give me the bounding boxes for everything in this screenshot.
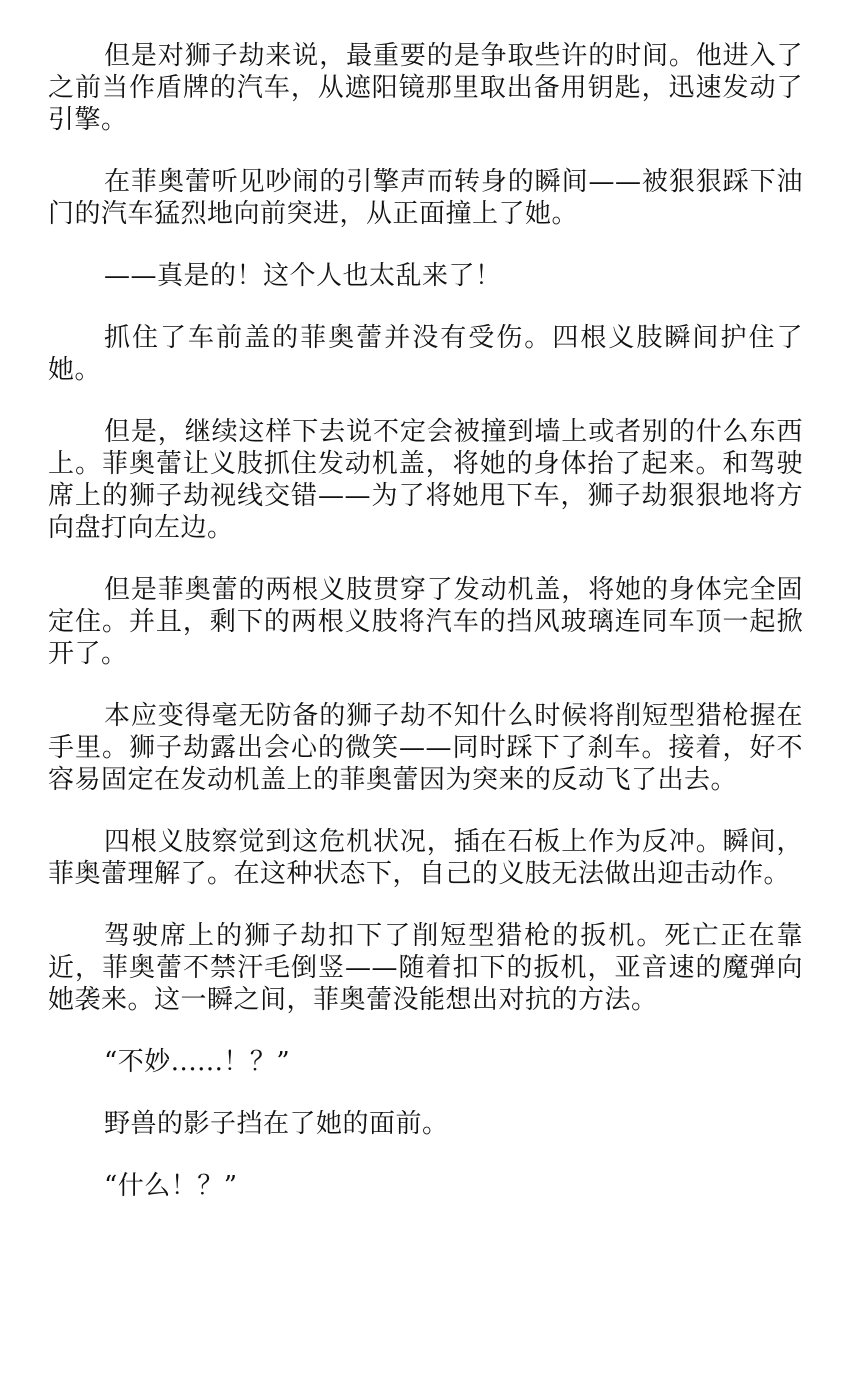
paragraph-6: 但是菲奥蕾的两根义肢贯穿了发动机盖，将她的身体完全固定住。并且，剩下的两根义肢将汽车的挡风玻璃连同车顶一起掀开了。 — [48, 575, 803, 669]
paragraph-11: 野兽的影子挡在了她的面前。 — [104, 1109, 449, 1139]
paragraph-8: 四根义肢察觉到这危机状况，插在石板上作为反冲。瞬间，菲奥蕾理解了。在这种状态下，自己的义肢无法做出迎击动作。 — [48, 827, 803, 889]
paragraph-5: 但是，继续这样下去说不定会被撞到墙上或者别的什么东西上。菲奥蕾让义肢抓住发动机盖，将她的身体抬了起来。和驾驶席上的狮子劫视线交错——为了将她甩下车，狮子劫狠狠地将方向盘打向左边。 — [48, 417, 803, 543]
paragraph-12: “什么！？” — [104, 1171, 238, 1201]
paragraph-3: ——真是的！这个人也太乱来了！ — [104, 261, 502, 291]
paragraph-9: 驾驶席上的狮子劫扣下了削短型猎枪的扳机。死亡正在靠近，菲奥蕾不禁汗毛倒竖——随着扣下的扳机，亚音速的魔弹向她袭来。这一瞬之间，菲奥蕾没能想出对抗的方法。 — [48, 921, 803, 1015]
paragraph-2: 在菲奥蕾听见吵闹的引擎声而转身的瞬间——被狠狠踩下油门的汽车猛烈地向前突进，从正面撞上了她。 — [48, 167, 803, 229]
paragraph-10: “不妙......！？” — [104, 1047, 291, 1077]
paragraph-7: 本应变得毫无防备的狮子劫不知什么时候将削短型猎枪握在手里。狮子劫露出会心的微笑——同时踩下了刹车。接着，好不容易固定在发动机盖上的菲奥蕾因为突来的反动飞了出去。 — [48, 701, 803, 795]
paragraph-4: 抓住了车前盖的菲奥蕾并没有受伤。四根义肢瞬间护住了她。 — [48, 323, 803, 385]
document-page — [48, 40, 803, 1360]
paragraph-1: 但是对狮子劫来说，最重要的是争取些许的时间。他进入了之前当作盾牌的汽车，从遮阳镜那里取出备用钥匙，迅速发动了引擎。 — [48, 41, 803, 135]
